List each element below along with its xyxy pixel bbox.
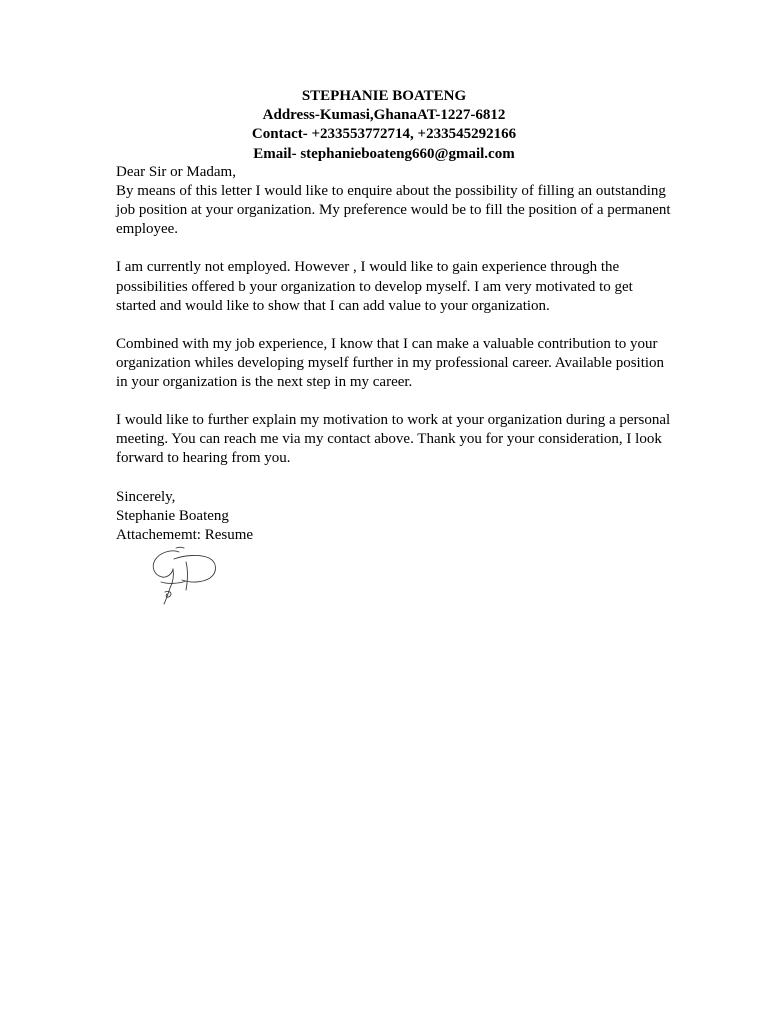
paragraph-spacer (116, 316, 676, 335)
paragraph-spacer (116, 239, 676, 258)
sender-email: Email- stephanieboateng660@gmail.com (253, 145, 515, 162)
attachment-note: Attachememt: Resume (116, 526, 254, 543)
paragraph-spacer (116, 392, 676, 411)
sender-address: Address-Kumasi,GhanaAT-1227-6812 (262, 107, 506, 124)
sender-contact: Contact- +233553772714, +233545292166 (251, 126, 517, 143)
closing: Sincerely, (116, 488, 176, 505)
paragraph-employment: I am currently not employed. However , I would like to gain experience through the possibilities offered b your organization to develop myself. I am very motivated to get started and would like to show that I can add value to your organization. (116, 259, 633, 314)
salutation: Dear Sir or Madam, (116, 164, 236, 180)
handwritten-signature (146, 546, 224, 610)
paragraph-meeting: I would like to further explain my motivation to work at your organization during a personal meeting. You can reach me via my contact above. Thank you for your consideration, I look forward to hearing from you. (116, 412, 671, 467)
letter-body (116, 163, 676, 545)
signer-name: Stephanie Boateng (116, 507, 229, 524)
sender-name: STEPHANIE BOATENG (301, 88, 467, 104)
paragraph-contribution: Combined with my job experience, I know that I can make a valuable contribution to your organization whiles developing myself further in my professional career. Available position in your organization is the next step in my career. (116, 335, 665, 391)
paragraph-spacer (116, 469, 676, 488)
paragraph-enquiry: By means of this letter I would like to enquire about the possibility of filling an outstanding job position at your organization. My preference would be to fill the position of a permanent employee. (116, 183, 671, 238)
letter-header (0, 87, 768, 164)
